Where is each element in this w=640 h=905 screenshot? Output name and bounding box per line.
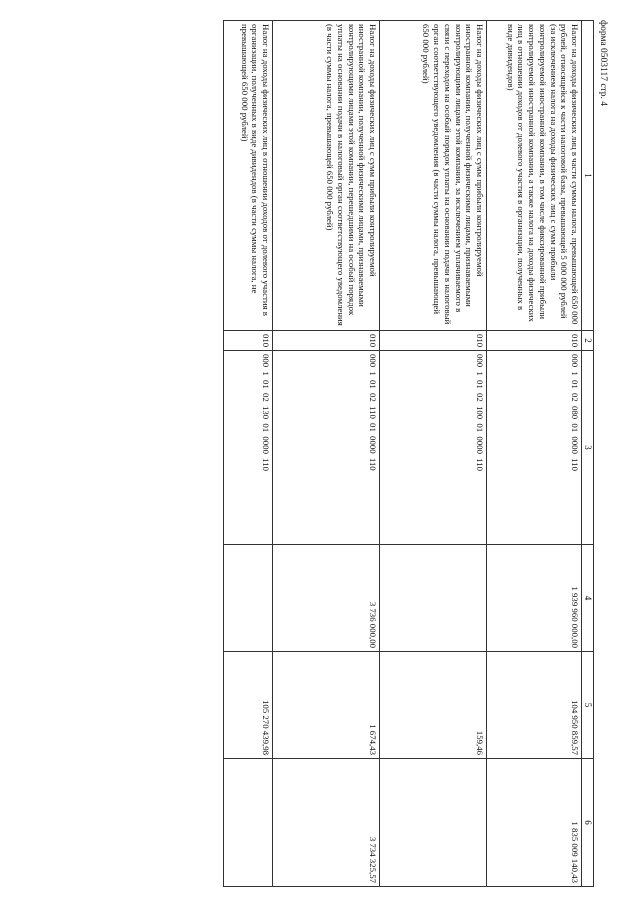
column-header-1: 1 <box>582 21 594 331</box>
column-header-6: 6 <box>582 759 594 887</box>
row-name: Налог на доходы физических лиц в части суммы налога, превышающей 650 000 рублей, относящейся к части налоговой базы, превышающей 5 000 000 рублей (за исключением налога на доходы физических лиц с сумм прибыли контролируемой иностранной компании, в том числе фиксированной прибыли контролируемой иностранной компании, а также налога на доходы физических лиц в отношении доходов от долевого участия в организации, полученных в виде дивидендов) <box>487 21 582 331</box>
row-line-code: 010 <box>487 331 582 351</box>
row-name: Налог на доходы физических лиц с сумм прибыли контролируемой иностранной компании, полученной физическими лицами, признаваемыми контролирующими лицами этой компании, перешедшими на особый порядок уплаты на основании подачи в налоговый орган соответствующего уведомления (в части суммы налога, превышающей 650 000 рублей) <box>273 21 380 331</box>
row-value-col5: 159,46 <box>380 652 487 759</box>
table-row <box>273 21 380 887</box>
row-income-code: 000 1 01 02 110 01 0000 110 <box>273 351 380 545</box>
table-row <box>380 21 487 887</box>
report-table <box>223 20 594 887</box>
row-value-col6 <box>224 759 273 887</box>
row-value-col6 <box>380 759 487 887</box>
row-value-col6: 1 835 009 140,43 <box>487 759 582 887</box>
column-header-2: 2 <box>582 331 594 351</box>
row-value-col5: 104 950 859,57 <box>487 652 582 759</box>
row-income-code: 000 1 01 02 100 01 0000 110 <box>380 351 487 545</box>
row-line-code: 010 <box>380 331 487 351</box>
row-value-col4 <box>380 545 487 652</box>
row-value-col5: 1 674,43 <box>273 652 380 759</box>
row-income-code: 000 1 01 02 130 01 0000 110 <box>224 351 273 545</box>
header-row <box>582 21 594 887</box>
row-income-code: 000 1 01 02 080 01 0000 110 <box>487 351 582 545</box>
rotated-page <box>86 20 594 886</box>
row-value-col6: 3 734 325,57 <box>273 759 380 887</box>
row-name: Налог на доходы физических лиц в отношении доходов от долевого участия в организации, полученных в виде дивидендов (в части суммы налога, не превышающей 650 000 рублей) <box>224 21 273 331</box>
column-header-5: 5 <box>582 652 594 759</box>
row-value-col5: 105 270 439,98 <box>224 652 273 759</box>
row-value-col4: 1 939 960 000,00 <box>487 545 582 652</box>
table-row <box>224 21 273 887</box>
column-header-4: 4 <box>582 545 594 652</box>
row-line-code: 010 <box>224 331 273 351</box>
table-row <box>487 21 582 887</box>
form-label: форма 0503117 стр. 4 <box>598 20 608 107</box>
row-value-col4: 3 736 000,00 <box>273 545 380 652</box>
row-value-col4 <box>224 545 273 652</box>
row-name: Налог на доходы физических лиц с сумм прибыли контролируемой иностранной компании, полученной физическими лицами, признаваемыми контролирующими лицами этой компании, за исключением уплачиваемого в связи с переходом на особый порядок уплаты на основании подачи в налоговый орган соответствующего уведомления (в части суммы налога, превышающей 650 000 рублей) <box>380 21 487 331</box>
row-line-code: 010 <box>273 331 380 351</box>
column-header-3: 3 <box>582 351 594 545</box>
